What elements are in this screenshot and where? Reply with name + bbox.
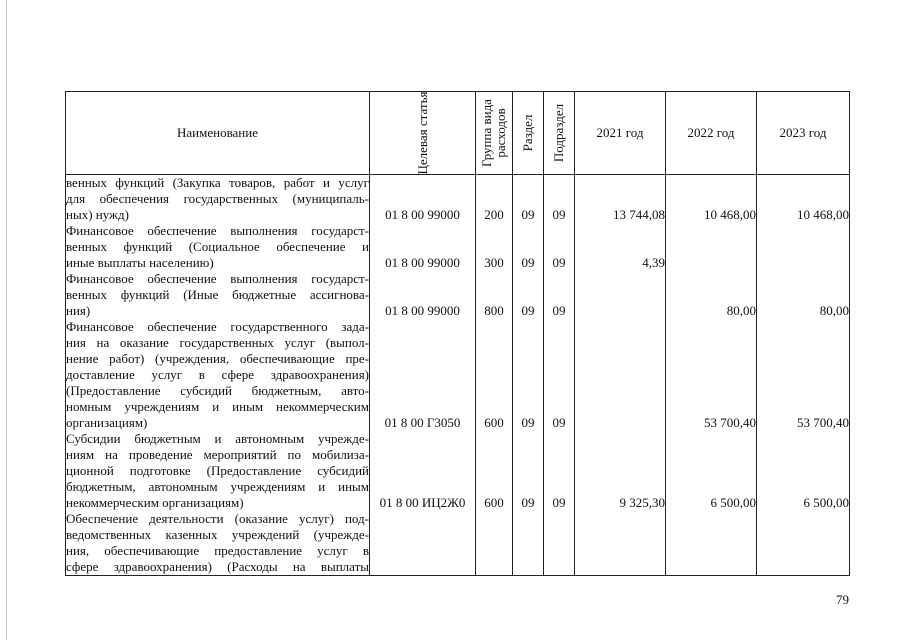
row-2021: 9 325,30 (575, 431, 666, 511)
header-subsection: Подраздел (544, 92, 575, 175)
row-2021 (575, 319, 666, 431)
header-expense-group: Группа вида расходов (476, 92, 513, 175)
row-expense-group: 300 (476, 223, 513, 271)
row-section: 09 (513, 271, 544, 319)
header-year-2021: 2021 год (575, 92, 666, 175)
row-subsection (544, 511, 575, 576)
row-subsection: 09 (544, 319, 575, 431)
table-row (66, 223, 850, 271)
table-row (66, 431, 850, 511)
row-2021 (575, 511, 666, 576)
header-year-2023: 2023 год (757, 92, 850, 175)
row-2022: 6 500,00 (666, 431, 757, 511)
row-target-article: 01 8 00 ИЦ2Ж0 (370, 431, 476, 511)
row-name: венных функций (Закупка товаров, работ и услуг для обеспечения государственных (муниципаль- ных) нужд) (66, 175, 369, 222)
row-target-article: 01 8 00 99000 (370, 223, 476, 271)
row-2023: 10 468,00 (757, 175, 850, 224)
row-name: Финансовое обеспечение государственного зада- ния на оказание государственных услуг (выпол- нение работ) (учреждения, обеспечивающие пре- доставление услуг в сфере здравоохранения) (Предоставление субсидий бюджетным, авто- номным учреждениям и иным некоммерческим организациям) (66, 319, 369, 430)
row-name: Субсидии бюджетным и автономным учрежде- ниям на проведение мероприятий по мобилиза- ционной подготовке (Предоставление субсидий бюджетным, автономным учреждениям и иным некоммерческим организациям) (66, 431, 369, 510)
row-subsection: 09 (544, 271, 575, 319)
row-2023 (757, 223, 850, 271)
table-row (66, 319, 850, 431)
table-header-row (66, 92, 850, 175)
row-section: 09 (513, 223, 544, 271)
row-target-article: 01 8 00 Г3050 (370, 319, 476, 431)
row-subsection: 09 (544, 175, 575, 224)
page-number: 79 (836, 592, 849, 607)
row-2023: 80,00 (757, 271, 850, 319)
row-name: Финансовое обеспечение выполнения государст- венных функций (Социальное обеспечение и иные выплаты населению) (66, 223, 369, 270)
row-section: 09 (513, 175, 544, 224)
table-row (66, 175, 850, 224)
row-section (513, 511, 544, 576)
row-section: 09 (513, 431, 544, 511)
row-2021: 13 744,08 (575, 175, 666, 224)
row-expense-group: 800 (476, 271, 513, 319)
row-expense-group: 600 (476, 319, 513, 431)
row-section: 09 (513, 319, 544, 431)
row-2021: 4,39 (575, 223, 666, 271)
header-year-2022: 2022 год (666, 92, 757, 175)
row-2022 (666, 223, 757, 271)
row-2022 (666, 511, 757, 576)
row-subsection: 09 (544, 223, 575, 271)
table-row (66, 511, 850, 576)
table-row (66, 271, 850, 319)
row-expense-group: 200 (476, 175, 513, 224)
header-target-article: Целевая статья (370, 92, 476, 175)
row-2022: 80,00 (666, 271, 757, 319)
row-name: Обеспечение деятельности (оказание услуг) под- ведомственных казенных учреждений (учрежде- ния, обеспечивающие предоставление услуг в сфере здравоохранения) (Расходы на выплаты (66, 511, 369, 574)
row-name: Финансовое обеспечение выполнения государст- венных функций (Иные бюджетные ассигнова- ния) (66, 271, 369, 318)
row-expense-group: 600 (476, 431, 513, 511)
budget-table (65, 91, 850, 576)
row-2023: 6 500,00 (757, 431, 850, 511)
row-2023: 53 700,40 (757, 319, 850, 431)
row-subsection: 09 (544, 431, 575, 511)
row-2022: 53 700,40 (666, 319, 757, 431)
page-edge-line (6, 0, 7, 640)
row-2023 (757, 511, 850, 576)
header-section: Раздел (513, 92, 544, 175)
header-name: Наименование (66, 92, 370, 175)
row-2021 (575, 271, 666, 319)
row-target-article: 01 8 00 99000 (370, 271, 476, 319)
row-2022: 10 468,00 (666, 175, 757, 224)
row-target-article: 01 8 00 99000 (370, 175, 476, 224)
row-target-article (370, 511, 476, 576)
row-expense-group (476, 511, 513, 576)
